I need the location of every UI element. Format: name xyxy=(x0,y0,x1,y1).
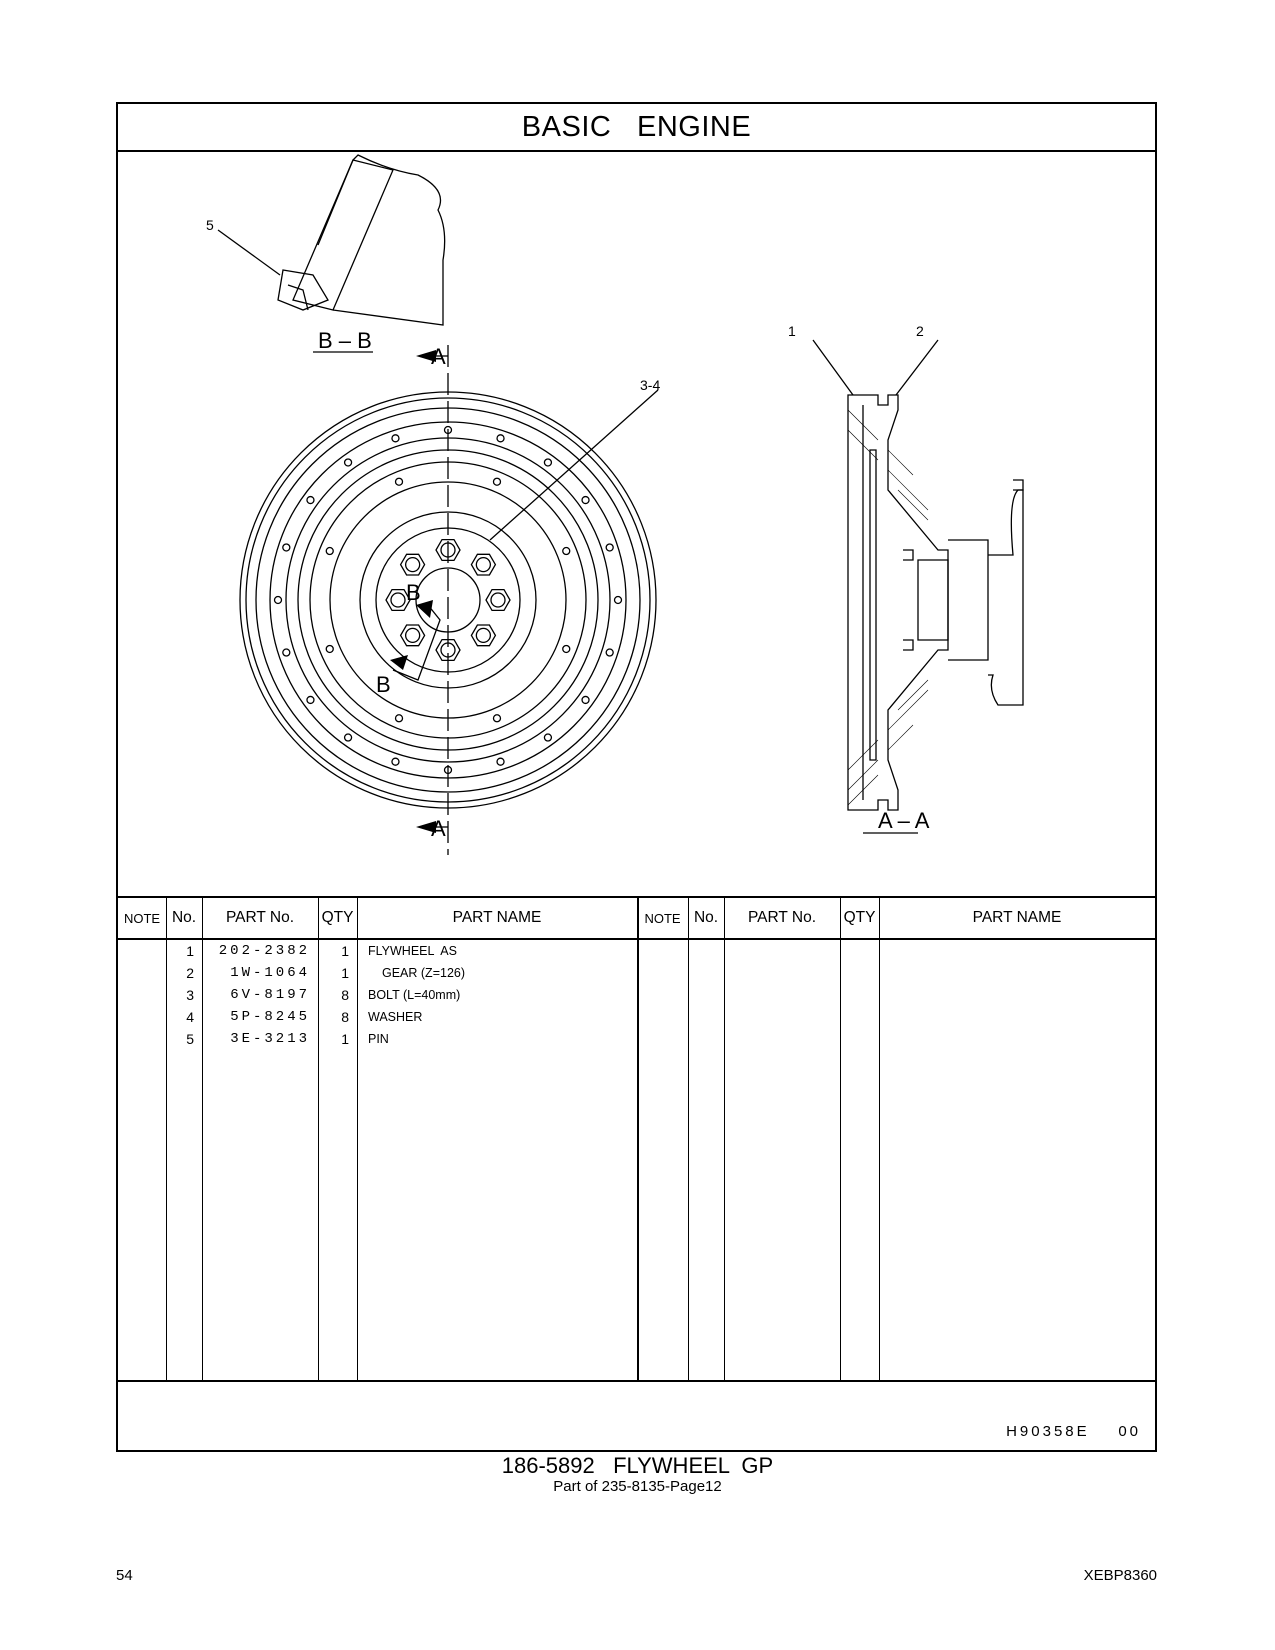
callout-1: 1 xyxy=(788,323,796,339)
detail-bb xyxy=(218,155,445,325)
flywheel-section-aa xyxy=(490,340,1023,810)
rim-hole xyxy=(544,734,551,741)
row-part-no: 1W-1064 xyxy=(230,965,310,981)
mount-hole xyxy=(396,715,403,722)
bolt-hole xyxy=(406,558,420,572)
parts-table-body xyxy=(118,940,1155,1380)
section-marker-a-top: A xyxy=(431,344,446,369)
rim-hole xyxy=(307,696,314,703)
callout-3-4: 3-4 xyxy=(640,377,661,393)
header-part-no-right: PART No. xyxy=(747,909,817,926)
callout-5: 5 xyxy=(206,217,214,233)
section-title xyxy=(118,104,1155,152)
header-qty: QTY xyxy=(321,909,354,926)
section-marker-b-top: B xyxy=(406,580,421,605)
header-part-no: PART No. xyxy=(225,909,295,926)
row-no: 1 xyxy=(186,943,194,959)
row-qty: 8 xyxy=(341,1009,349,1025)
row-qty: 8 xyxy=(341,987,349,1003)
rim-hole xyxy=(345,459,352,466)
mount-hole xyxy=(563,548,570,555)
page-number: 54 xyxy=(116,1567,133,1584)
row-part-name: WASHER xyxy=(368,1010,423,1024)
rim-hole xyxy=(582,696,589,703)
row-qty: 1 xyxy=(341,1031,349,1047)
row-part-name: GEAR (Z=126) xyxy=(382,966,466,980)
flywheel-drawing xyxy=(118,150,1155,900)
group-subtitle: Part of 235-8135-Page12 xyxy=(553,1478,722,1495)
row-no: 2 xyxy=(186,965,194,981)
row-no: 4 xyxy=(186,1009,194,1025)
rim-hole xyxy=(615,597,622,604)
mount-hole xyxy=(493,715,500,722)
mount-hole xyxy=(493,478,500,485)
view-label-bb: B – B xyxy=(318,328,372,353)
row-part-no: 5P-8245 xyxy=(230,1009,310,1025)
row-no: 3 xyxy=(186,987,194,1003)
drawing-number: H90358E 00 xyxy=(1006,1423,1141,1440)
header-qty-right: QTY xyxy=(843,909,876,926)
rim-hole xyxy=(392,758,399,765)
parts-frame xyxy=(116,102,1157,1452)
header-note: NOTE xyxy=(123,910,161,926)
section-title-text: BASIC ENGINE xyxy=(521,110,752,143)
mount-hole xyxy=(396,478,403,485)
rim-hole xyxy=(497,435,504,442)
rim-hole xyxy=(544,459,551,466)
rim-hole xyxy=(606,649,613,656)
row-part-no: 6V-8197 xyxy=(230,987,310,1003)
mount-hole xyxy=(563,645,570,652)
rim-hole xyxy=(582,497,589,504)
row-qty: 1 xyxy=(341,943,349,959)
section-marker-a-bottom: A xyxy=(431,816,446,841)
row-part-name: BOLT (L=40mm) xyxy=(368,988,461,1002)
header-no: No. xyxy=(171,909,197,926)
mount-hole xyxy=(326,548,333,555)
header-no-right: No. xyxy=(693,909,719,926)
document-id: XEBP8360 xyxy=(1083,1567,1157,1584)
bolt-hole xyxy=(476,628,490,642)
mount-hole xyxy=(326,645,333,652)
header-part-name-right: PART NAME xyxy=(972,909,1062,926)
rim-hole xyxy=(275,597,282,604)
bolt-hole xyxy=(391,593,405,607)
row-no: 5 xyxy=(186,1031,194,1047)
rim-hole xyxy=(283,649,290,656)
rim-hole xyxy=(606,544,613,551)
rim-hole xyxy=(345,734,352,741)
row-part-name: PIN xyxy=(368,1032,389,1046)
row-part-no: 3E-3213 xyxy=(230,1031,310,1047)
view-label-aa: A – A xyxy=(878,808,930,833)
callout-2: 2 xyxy=(916,323,924,339)
header-note-right: NOTE xyxy=(644,910,681,926)
rim-hole xyxy=(392,435,399,442)
rim-hole xyxy=(307,497,314,504)
section-marker-b-bottom: B xyxy=(376,672,391,697)
rim-hole xyxy=(283,544,290,551)
row-qty: 1 xyxy=(341,965,349,981)
flywheel-front-view xyxy=(240,345,656,855)
row-part-no: 202-2382 xyxy=(218,943,310,959)
bolt-hole xyxy=(406,628,420,642)
row-part-name: FLYWHEEL AS xyxy=(368,944,457,958)
bolt-hole xyxy=(491,593,505,607)
group-title: 186-5892 FLYWHEEL GP xyxy=(501,1453,774,1478)
table-footer-divider xyxy=(118,1380,1155,1382)
bolt-hole xyxy=(476,558,490,572)
header-part-name: PART NAME xyxy=(452,909,542,926)
rim-hole xyxy=(497,758,504,765)
